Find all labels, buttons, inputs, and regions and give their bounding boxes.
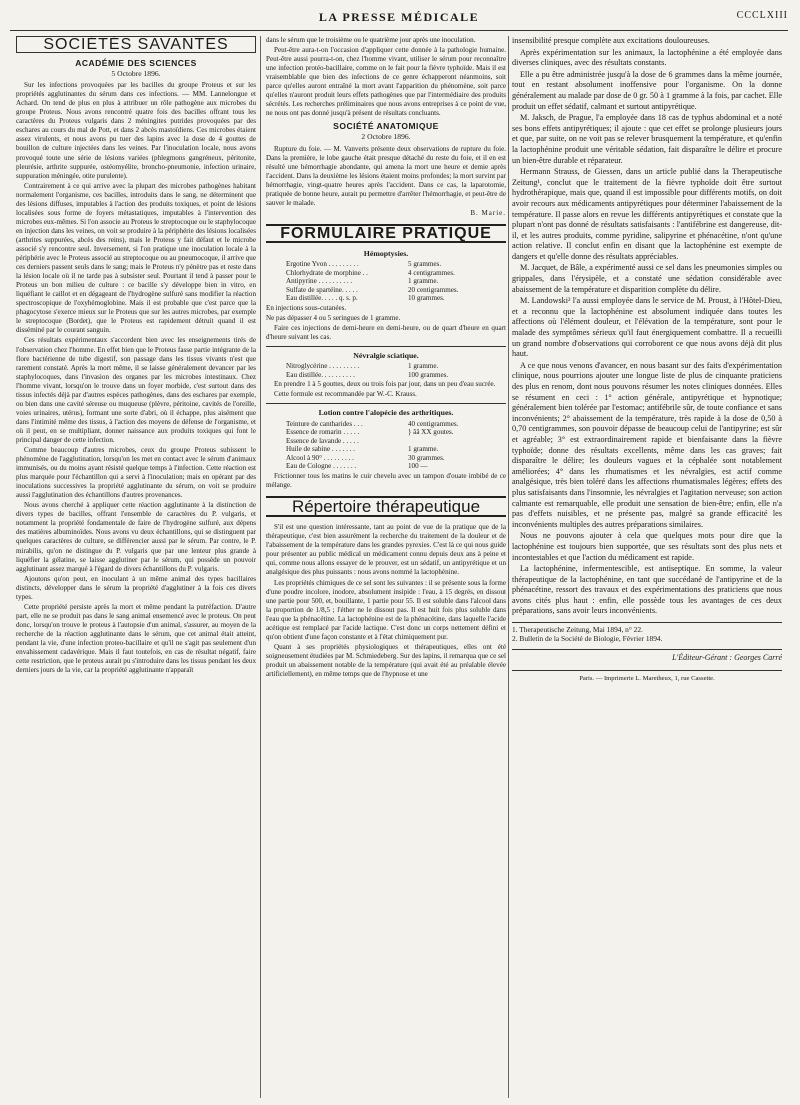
recipe-note: Frictionner tous les matins le cuir chevelu avec un tampon d'ouate imbibé de ce mélange. bbox=[266, 472, 506, 490]
section-title-box: SOCIÉTÉS SAVANTES bbox=[16, 36, 256, 53]
author-signature: B. Marie. bbox=[470, 208, 506, 217]
article-paragraph: Après expérimentation sur les animaux, la lactophénine a été employée dans diverses cliniques, avec des résultats constants. bbox=[512, 47, 782, 68]
footnotes bbox=[512, 622, 782, 643]
formulaire-title: FORMULAIRE PRATIQUE bbox=[266, 224, 506, 243]
divider bbox=[266, 346, 506, 347]
session-date: 2 Octobre 1896. bbox=[361, 132, 411, 142]
column-3 bbox=[512, 36, 782, 1098]
recipe-heading: Hémoptysies. bbox=[363, 248, 409, 258]
ingredient: Essence de lavande . . . . . bbox=[286, 436, 359, 445]
table-row bbox=[286, 445, 486, 454]
recipe-note: En prendre 1 à 5 gouttes, deux ou trois fois par jour, dans un peu d'eau sucrée. bbox=[274, 380, 496, 389]
article-paragraph: S'il est une question intéressante, tant au point de vue de la pratique que de la thérapeutique, c'est bien assurément la recherche du traitement de la douleur et de l'abaissement de la température dans les grandes pyrexies. C'est là ce qui nous guide pour présenter au public médical un médicament connu depuis deux ans à peine et qui, comme nous allons essayer de le prouver, est un sédatif, un antipyrétique et un analgésique des plus puissants : nous avons nommé la lactophénine. bbox=[266, 523, 506, 577]
recipe-table bbox=[286, 362, 486, 379]
table-row bbox=[286, 437, 486, 446]
column-2 bbox=[266, 36, 506, 1098]
ingredient: Sulfate de spartéine. . . . . bbox=[286, 285, 358, 294]
recipe-heading: Lotion contre l'alopécie des arthritiques. bbox=[318, 408, 454, 418]
article-paragraph: Peut-être aura-t-on l'occasion d'appliquer cette donnée à la pathologie humaine. Peut-être aussi pourra-t-on, chez l'homme vivant, utiliser le sérum pour reconnaître une infection protéo-bacillaire, comme on le fait pour la fièvre typhoïde. Mais il est vraisemblable que bien des infections de ce genre échapperont néanmoins, soit parce qu'elles auront entraîné la mort avant l'apparition du phénomène, soit parce qu'elles n'auront produit leurs effets pathogènes que par l'intermédiaire des produits sécrétés. Les recherches préliminaires que nous avons entreprises à ce point de vue, ne nous ont pas donné jusqu'à présent de résultats concluants. bbox=[266, 46, 506, 118]
article-paragraph: insensibilité presque complète aux excitations douloureuses. bbox=[512, 36, 710, 45]
journal-title: LA PRESSE MÉDICALE bbox=[318, 10, 480, 24]
table-row bbox=[286, 260, 486, 269]
article-paragraph: Contrairement à ce qui arrive avec la plupart des microbes pathogènes habitant normalement l'organisme, ces bacilles, introduits dans le sang, ne déterminent que des lésions diffuses, imputables à l'action des produits toxiques, et point de lésions localisées sous forme de foyers métastatiques, imputables à l'intervention des microbes eux-mêmes. Si l'on associe au Proteus le streptocoque ou le staphylocoque en injection dans les veines, on voit se produire à la périphérie des lésions localisées (arthrites suppurées, abcès des reins), mais le Proteus y fait défaut et le microbe associé s'y rencontre seul. Inversement, si l'on pratique une inoculation locale à la périphérie avec le Proteus associé au streptocoque ou au pneumocoque, il arrive que ces derniers passent seuls dans le sang; mais le Proteus n'y pénètre pas et reste dans la lésion locale où il ne tarde pas à subsister seul. Pourtant il tend à passer pour le Proteus un bon milieu de culture : ce bacille s'y développe bien in vitro, en liquéfiant le caillot et en dégageant de l'hydrogène sulfuré sans modifier la réaction spectroscopique de l'oxyhémoglobine. Mais il est probable que c'est parce que la phagocytose s'exerce mieux sur le Proteus que sur les autres microbes, par exemple le streptocoque (Bordet), que le Proteus est rapidement détruit quand il est disséminé par le courant sanguin. bbox=[16, 181, 256, 335]
quantity: 40 centigrammes. bbox=[408, 419, 459, 428]
article-paragraph: Nous avons cherché à appliquer cette réaction agglutinante à la distinction de divers types de bacilles, offrant l'ensemble de caractères du P. vulgaris, et notamment la propriété fondamentale de faire de l'hydrogène sulfuré, aux dépens des matières albuminoïdes. Nous avons vu deux échantillons, qui se distinguent par quelques caractères de culture, se différencier aussi par le sérum. Par contre, le P. mirabilis, qu'on ne distingue du P. vulgaris que par une lenteur plus grande à liquéfier la gélatine, se laisse agglutiner par le sérum, qui possède un pouvoir agglutinant assez marqué à l'égard de divers échantillons du P. vulgaris. bbox=[16, 501, 256, 573]
ingredient: Chlorhydrate de morphine . . bbox=[286, 268, 368, 277]
recipe-table bbox=[286, 420, 486, 472]
editor-line: L'Éditeur-Gérant : Georges Carré bbox=[512, 649, 782, 664]
column-1 bbox=[16, 36, 256, 1098]
article-paragraph: M. Jacquet, de Bâle, a expérimenté aussi ce sel dans les pneumonies simples ou grippales, dans l'érysipèle, et a constaté une sédation considérable avec abaissement de la température et disparition complète du délire. bbox=[512, 263, 782, 294]
ingredient: Antipyrine . . . . . . . . . . bbox=[286, 277, 353, 286]
ingredient: Alcool à 90° . . . . . . . . . bbox=[286, 453, 354, 462]
recipe-heading: Névralgie sciatique. bbox=[353, 351, 419, 361]
academy-heading: ACADÉMIE DES SCIENCES bbox=[75, 58, 197, 69]
recipe-note: Cette formule est recommandée par W.-C. Krauss. bbox=[274, 390, 417, 399]
quantity: 30 grammes. bbox=[408, 453, 445, 462]
repertoire-title: Répertoire thérapeutique bbox=[266, 496, 506, 517]
footnote: 1. Therapeutische Zeitung, Mai 1894, n° 22. bbox=[512, 625, 643, 635]
quantity: } ãã XX goutes. bbox=[408, 428, 454, 437]
column-divider bbox=[260, 36, 261, 1098]
article-paragraph: Sur les infections provoquées par les bacilles du groupe Proteus et sur les propriétés agglutinantes du sérum dans ces infections. — MM. Lannelongue et Achard. On tend de plus en plus à attribuer un rôle pathogène aux microbes du groupe Proteus. Nous avons rencontré quatre fois des bacilles offrant tous les caractères du Proteus vulgaris dans 2 méningites putrides provoquées par des eschares au cours du mal de Pott, et dans 2 abcès mastoïdiens. Ces microbes étaient assez virulents, et nous avons pu tuer des lapins avec la dose de 4 gouttes de bouillon de culture injectées dans les veines. Par l'inoculation locale, nous avons provoqué toute une série de lésions variées (phlegmons gangréneux, péritonite, pleurésie, arthrite suppurée, ostéomyélite, broncho-pneumonie, infection urinaire, suppuration méningée, otite purulente). bbox=[16, 81, 256, 180]
recipe-table bbox=[286, 260, 486, 303]
article-paragraph: dans le sérum que le troisième ou le quatrième jour après une inoculation. bbox=[266, 36, 476, 44]
column-divider bbox=[508, 36, 509, 1098]
session-date: 5 Octobre 1896. bbox=[111, 69, 161, 79]
recipe-note: Ne pas dépasser 4 ou 5 seringues de 1 gramme. bbox=[266, 314, 401, 322]
table-row bbox=[286, 277, 486, 286]
article-paragraph: Rupture du foie. — M. Vanverts présente deux observations de rupture du foie. Dans la première, le lobe gauche était presque détaché du reste du foie, et il en est résulté une hémorrhagie abondante, qui amena la mort une heure et demie après l'accident. Dans la deuxième les lésions étaient moins profondes; la mort survint par hémorrhagie, vingt-quatre heures après l'accident. Dans ce cas, la laparotomie, pratiquée de bonne heure, aurait pu permettre d'arrêter l'hémorrhagie, et peut-être de sauver le malade. bbox=[266, 144, 506, 207]
article-paragraph: M. Jaksch, de Prague, l'a employée dans 18 cas de typhus abdominal et a noté ses bons effets antipyrétiques; il ajoute : que cet effet se prolonge plusieurs jours et que, par suite, on ne voit pas se relever brusquement la température, et qu'enfin la lactophénine produit une véritable sédation, fait disparaître le délire et procure un bien-être durable et réparateur. bbox=[512, 113, 782, 165]
table-row bbox=[286, 454, 486, 463]
table-row bbox=[286, 362, 486, 371]
article-paragraph: Cette propriété persiste après la mort et même pendant la putréfaction. D'autre part, elle ne se produit pas dans le sang animal ensemencé avec le proteus. On peut donc, lorsqu'on trouve le proteus à l'autopsie d'un animal, s'assurer, au moyen de la recherche de la réaction agglutinante dans le sérum, que cet animal était atteint, pendant la vie, d'une infection proteo-bacillaire et qu'il ne s'agit pas seulement d'un envahissement cadavérique. Mais il faut toutefois, en cas de résultat négatif, faire cette restriction, que le proteus aurait pu s'introduire dans les tissus pendant les deux derniers jours de la vie, car la propriété agglutinante n'apparaît bbox=[16, 602, 256, 675]
article-paragraph: Comme beaucoup d'autres microbes, ceux du groupe Proteus subissent le phénomène de l'agglutination, lorsqu'on les met en contact avec le sérum d'animaux immunisés, ou du moins ayant résisté quelque temps à l'infection. Cette réaction est plus marquée pour l'échantillon qui a servi à l'inoculation; mais en opérant par des inoculations successives la propriété agglutinante du sérum, on voit se produire aussi l'agglutination des échantillons d'autres provenances. bbox=[16, 446, 256, 500]
article-paragraph: Les propriétés chimiques de ce sel sont les suivantes : il se présente sous la forme d'une poudre incolore, inodore, absolument insipide : l'eau, à 15 degrés, en dissout une partie pour 500, et, bouillante, 1 partie pour 55. Il est soluble dans l'alcool dans la proportion de 1/8,5 ; l'éther ne le dissout pas. Il est huit fois plus soluble dans l'eau que la phénacétine. La lactophénine est de la phénacétine, dans laquelle l'acide acétique est remplacé par l'acide lactique. C'est donc un corps nettement défini et qu'on obtient d'une façon constante et à l'état chimiquement pur. bbox=[266, 578, 506, 641]
ingredient: Eau de Cologne . . . . . . . bbox=[286, 462, 357, 471]
recipe-note: En injections sous-cutanées. bbox=[266, 303, 347, 312]
page-header bbox=[10, 4, 788, 31]
article-paragraph: Hermann Strauss, de Giessen, dans un article publié dans la Therapeutische Zeitung¹, conclut que le traitement de la fièvre typhoïde doit être surtout hydrothérapique, mais que, quand il est impossible pour différents motifs, on doit avoir recours aux médicaments antipyrétiques pour déterminer l'abaissement de la température. Il passe alors en revue les différents antipyrétiques et constate que la plupart n'ont pas donné de résultats satisfaisants : l'antifébrine est dangereuse, dit-il, et les autres produits, comme pyridine, salipyrine et phénacétine, n'ont qu'une action relative. Il conclut enfin en disant que la lactophénine est exempte de dangers et qu'elle donne des résultats appréciables. bbox=[512, 167, 782, 261]
quantity: 1 gramme. bbox=[408, 445, 439, 454]
recipe-note: Faire ces injections de demi-heure en demi-heure, ou de quart d'heure en quart d'heure suivant les cas. bbox=[266, 324, 506, 342]
ingredient: Essence de romarin . . . . . bbox=[286, 428, 360, 437]
table-row bbox=[286, 420, 486, 429]
ingredient: Ergotine Yvon . . . . . . . . . bbox=[286, 259, 359, 268]
table-row bbox=[286, 371, 486, 380]
ingredient: Huile de sabine . . . . . . . bbox=[286, 445, 355, 454]
quantity: 1 gramme. bbox=[408, 277, 439, 286]
divider bbox=[266, 403, 506, 404]
article-paragraph: Ajoutons qu'on peut, en inoculant à un même animal des types bacillaires distincts, développer dans le sérum la propriété d'agglutiner à la fois ces divers types. bbox=[16, 574, 256, 601]
quantity: 4 centigrammes. bbox=[408, 268, 455, 277]
ingredient: Eau distillée. . . . . . . . . . bbox=[286, 370, 355, 379]
quantity: 1 gramme. bbox=[408, 362, 439, 371]
ingredient: Eau distillée. . . . . q. s. p. bbox=[286, 294, 358, 303]
ingredient: Teinture de cantharides . . . bbox=[286, 419, 363, 428]
article-paragraph: Elle a pu être administrée jusqu'à la dose de 6 grammes dans la même journée, tout en restant absolument inoffensive pour l'organisme. On la donne généralement au malade par dose de 0 gr. 50 à 1 gramme à la fois, par cachet. Elle produit un effet sédatif, calmant et surtout antipyrétique. bbox=[512, 69, 782, 111]
table-row bbox=[286, 462, 486, 471]
article-paragraph: Nous ne pouvons ajouter à cela que quelques mots pour dire que la lactophénine est toujours bien supportée, que ses résultats sont des plus nets et incontestables et que l'action du médicament est rapide. bbox=[512, 531, 782, 562]
article-paragraph: A ce que nous venons d'avancer, en nous basant sur des faits d'expérimentation clinique, nous pourrions ajouter une longue liste de plus de cinquante praticiens des plus en renom, dont nous pouvons résumer les notes cliniques données. Elles se résument en ceci : 1° action générale, antipyrétique et hypnotique; généralement bien tolérée par l'estomac; antifébrile sûr, de toute confiance et sans inconvénients; 2° abaissement de la température, très rapide à la dose de 0,50 à 0,70 centigrammes, son pouvoir dépasse de beaucoup celui de l'antipyrine; est sûr et agréable; 3° est extraordinairement rapide et bienfaisante dans la fièvre typhoïde; donne des résultats excellents, même dans les cas graves; fait disparaître le délire; les douleurs vagues et la céphalée sont notablement améliorées; 4° dans les rhumatismes et les névralgies, est actif comme analgésique, très bien toléré dans les affections rhumatismales légères; effets des plus satisfaisants dans l'insomnie, les névralgies et l'agitation nerveuse; son action calmante est remarquable, elle produit une sensation de bien-être; enfin, elle n'a pas d'effets nuisibles, et ne présente pas, malgré sa grande efficacité les inconvénients multiples des autres préparations similaires. bbox=[512, 360, 782, 529]
ingredient: Nitroglycérine . . . . . . . . . bbox=[286, 362, 360, 371]
quantity bbox=[408, 437, 486, 446]
printer-line: Paris. — Imprimerie L. Maretheux, 1, rue Cassette. bbox=[512, 670, 782, 685]
table-row bbox=[286, 428, 486, 437]
quantity: 100 grammes. bbox=[408, 370, 449, 379]
footnote: 2. Bulletin de la Société de Biologie, Février 1894. bbox=[512, 634, 663, 644]
article-paragraph: Quant à ses propriétés physiologiques et thérapeutiques, elles ont été soigneusement étudiées par M. Schmiedeberg. Sur des lapins, il remarqua que ce sel produit un abaissement notable de la température (qui avait été au préalable élevée artificiellement), en même temps que de l'hypnose et une bbox=[266, 642, 506, 678]
table-row bbox=[286, 269, 486, 278]
quantity: 5 grammes. bbox=[408, 259, 442, 268]
article-paragraph: M. Landowski² l'a aussi employée dans le service de M. Proust, à l'Hôtel-Dieu, et a reconnu que la lactophénine est absolument indiquée dans toutes les affections où l'élément douleur, et l'élévation de la température, sont pour le malade des symptômes sérieux qu'il faut énergiquement combattre. Il a recueilli un grand nombre d'observations qui corroborent ce que nous avons déjà dit plus haut. bbox=[512, 296, 782, 359]
quantity: 20 centigrammes. bbox=[408, 285, 459, 294]
page-number: CCCLXIII bbox=[736, 10, 788, 21]
society-heading: SOCIÉTÉ ANATOMIQUE bbox=[333, 121, 439, 132]
quantity: 10 grammes. bbox=[408, 294, 445, 303]
table-row bbox=[286, 294, 486, 303]
article-paragraph: La lactophénine, infermentescible, est antiseptique. En somme, la valeur thérapeutique de la lactophénine, en tant que succédané de l'antipyrine et de la phénacétine, ressort des travaux et des expérimentations des praticiens que nous avons cités plus haut : enfin, elle possède tous les avantages de ces deux préparations, sans avoir leurs inconvénients. bbox=[512, 564, 782, 616]
quantity: 100 — bbox=[408, 462, 428, 471]
table-row bbox=[286, 286, 486, 295]
article-paragraph: Ces résultats expérimentaux s'accordent bien avec les enseignements tirés de l'observation chez l'homme. En effet bien que le Proteus fasse partie intégrante de la flore bactérienne de tube digestif, son passage dans les tissus vivants n'est que rarement constaté. Après la mort même, il se laisse généralement devancer par les staphylocoques, dans l'invasion des organes par les microbes intestinaux. Chez l'homme vivant, lorsqu'on le trouve dans un foyer morbide, c'est surtout dans des tissus infectés déjà par d'autres espèces pathogènes, dans des eschares par exemple, ou bien dans une cavité séreuse ou muqueuse (plèvre, péritoine, cavités de l'oreille, voies urinaires, utérus), formant une sorte d'abri, où il échappe, plus aisément que dans l'intimité même des tissus, à l'action des moyens de défense de l'organisme, et où il peut, en se multipliant, donner naissance aux produits toxiques qui font le principal danger de cette infection. bbox=[16, 336, 256, 444]
